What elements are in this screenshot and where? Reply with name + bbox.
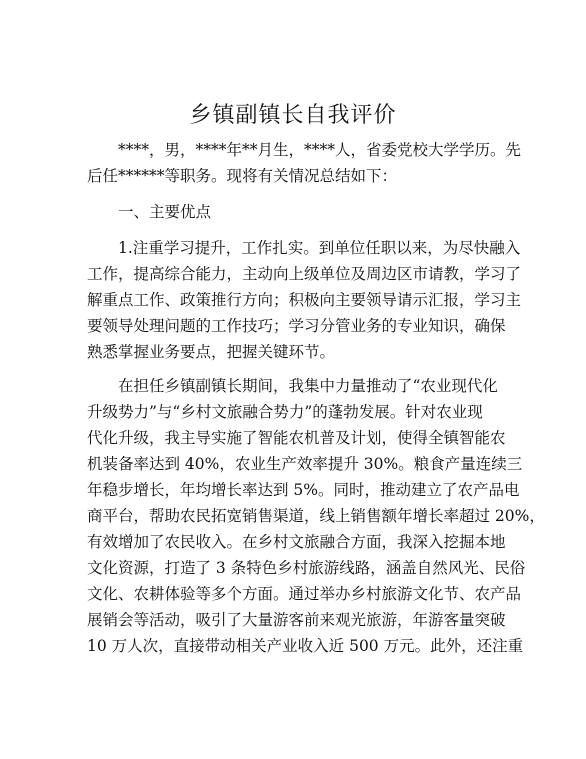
- paragraph-line: 工作，提高综合能力，主动向上级单位及周边区市请教，学习了: [87, 265, 522, 283]
- paragraph-line: 10 万人次，直接带动相关产业收入近 500 万元。此外，还注重: [87, 637, 524, 655]
- paragraph-line: 展销会等活动，吸引了大量游客前来观光旅游，年游客量突破: [87, 611, 506, 629]
- paragraph-line: 1.注重学习提升，工作扎实。到单位任职以来，为尽快融入: [118, 239, 521, 257]
- paragraph-line: 解重点工作、政策推行方向；积极向主要领导请示汇报，学习主: [87, 291, 522, 309]
- paragraph-line: 商平台，帮助农民拓宽销售渠道，线上销售额年增长率超过 20%，: [87, 507, 545, 525]
- paragraph-line: 文化资源，打造了 3 条特色乡村旅游线路，涵盖自然风光、民俗: [87, 559, 526, 577]
- paragraph-line: 代化升级，我主导实施了智能农机普及计划，使得全镇智能农: [87, 429, 506, 447]
- section-heading: 一、主要优点: [118, 203, 212, 221]
- paragraph-line: 年稳步增长，年均增长率达到 5%。同时，推动建立了农产品电: [87, 481, 520, 499]
- paragraph-line: 有效增加了农民收入。在乡村文旅融合方面，我深入挖掘本地: [87, 533, 506, 551]
- paragraph-line: 熟悉掌握业务要点，把握关键环节。: [87, 343, 336, 361]
- document-title: 乡镇副镇长自我评价: [189, 103, 397, 128]
- paragraph-line: 文化、农耕体验等多个方面。通过举办乡村旅游文化节、农产品: [87, 585, 522, 603]
- intro-line: 后任******等职务。现将有关情况总结如下：: [87, 167, 398, 185]
- paragraph-line: 在担任乡镇副镇长期间，我集中力量推动了“农业现代化: [118, 377, 498, 395]
- paragraph-line: 要领导处理问题的工作技巧；学习分管业务的专业知识，确保: [87, 317, 506, 335]
- document-body: [87, 137, 545, 659]
- paragraph-line: 机装备率达到 40%，农业生产效率提升 30%。粮食产量连续三: [87, 455, 523, 473]
- intro-line: ****，男，****年**月生，****人，省委党校大学学历。先: [118, 141, 522, 159]
- paragraph-line: 升级势力”与“乡村文旅融合势力”的蓬勃发展。针对农业现: [87, 403, 483, 421]
